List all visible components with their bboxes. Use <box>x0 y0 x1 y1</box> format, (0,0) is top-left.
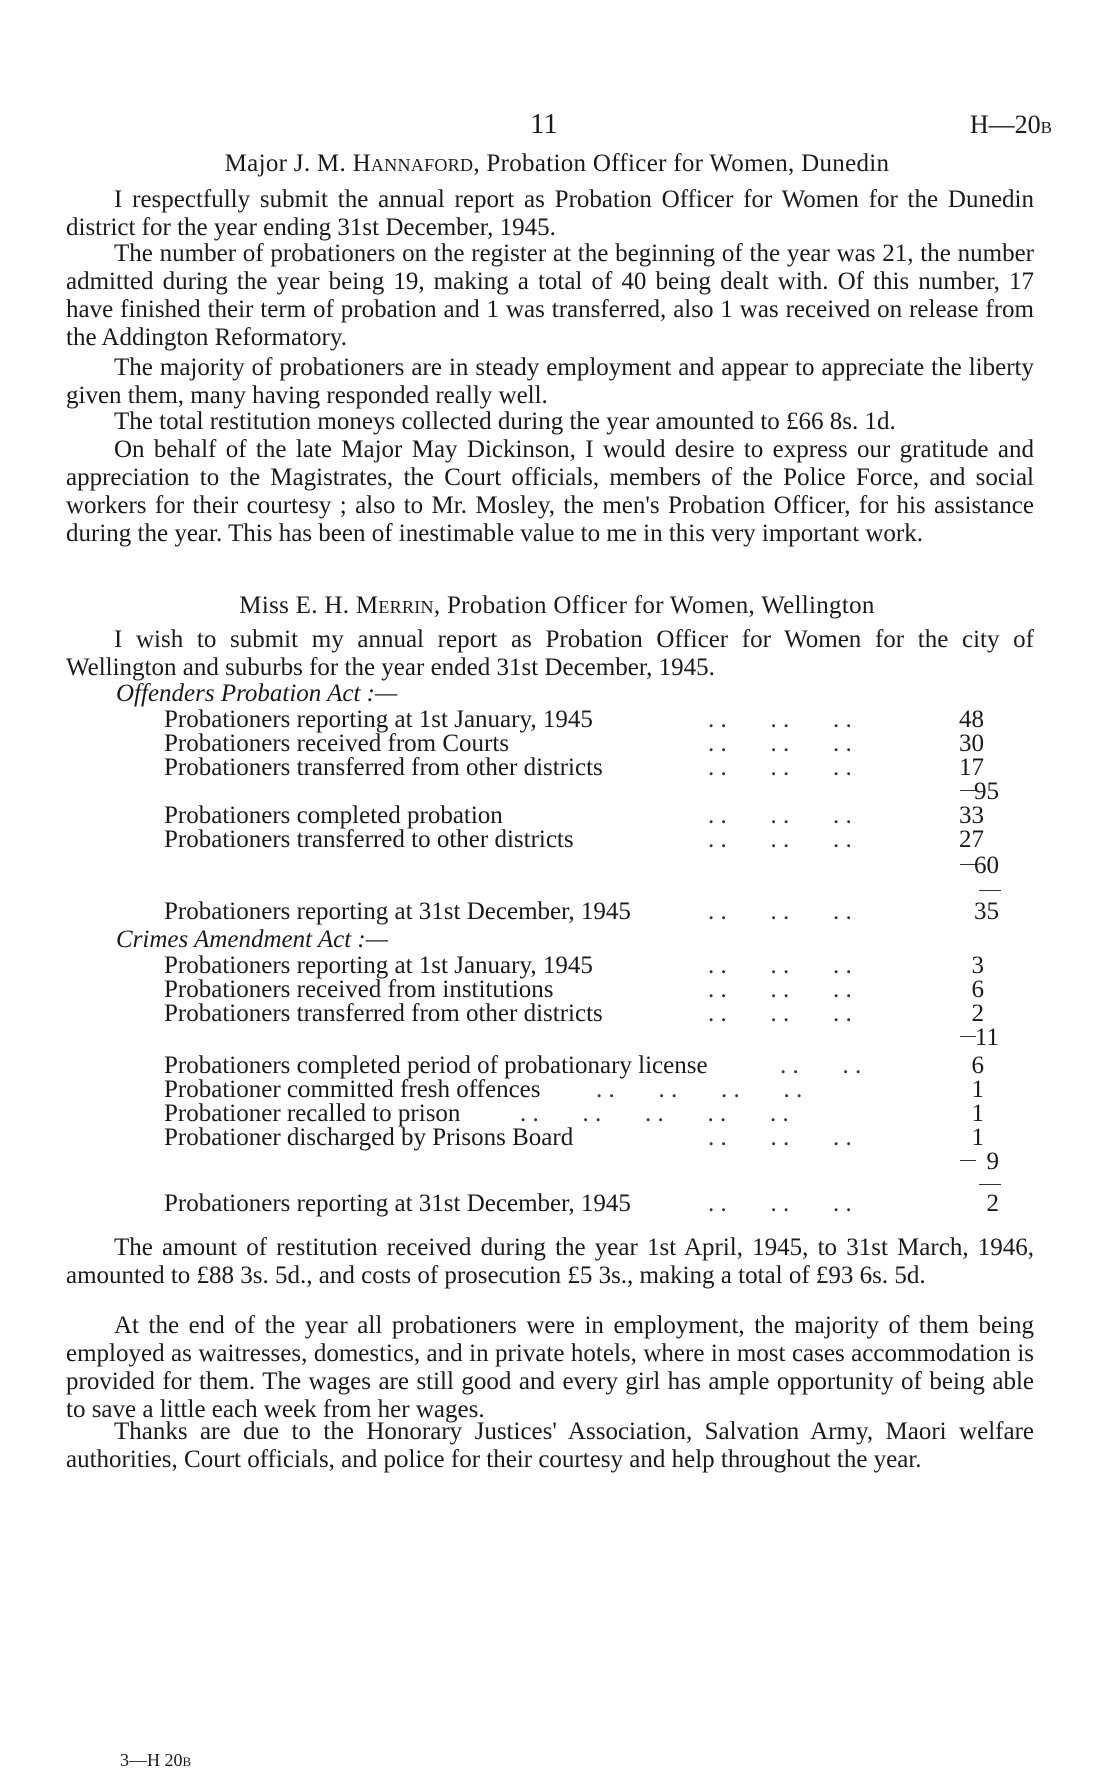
total-rule <box>979 890 1001 891</box>
table-row: Probationers reporting at 1st January, 1945 . . . . . . 3 <box>164 952 984 979</box>
dunedin-section-title: Major J. M. Hannaford, Probation Officer for Women, Dunedin <box>224 150 890 177</box>
total-rule <box>979 1184 1001 1185</box>
footer-code: 3—H 20B <box>120 1750 192 1770</box>
subtotal-row: 9 <box>986 1148 999 1175</box>
table-row: Probationer committed fresh offences . . . . . . . . 1 <box>164 1076 984 1103</box>
wellington-paragraph-2: At the end of the year all probationers were in employment, the majority of them being employed as waitresses, domestics, and in private hotels, where in most cases accommodation is provided for them. The wages are still good and every girl has ample opportunity of being able to save a little each week from her wages. <box>66 1312 1034 1423</box>
wellington-intro: I wish to submit my annual report as Probation Officer for Women for the city of Wellington and suburbs for the year ended 31st December, 1945. <box>66 626 1034 681</box>
table-row: Probationer discharged by Prisons Board . . . . . . 1 <box>164 1124 984 1151</box>
table-row: Probationers completed period of probationary license . . . . 6 <box>164 1052 984 1079</box>
document-code: H—20B <box>969 110 1052 139</box>
crimes-act-heading: Crimes Amendment Act :— <box>116 926 388 953</box>
table-row: Probationers transferred from other districts . . . . . . 17 <box>164 754 984 781</box>
wellington-section-title: Miss E. H. Merrin, Probation Officer for Women, Wellington <box>239 592 875 619</box>
page-number: 11 <box>530 108 558 140</box>
dunedin-paragraph-5: On behalf of the late Major May Dickinson, I would desire to express our gratitude and appreciation to the Magistrates, the Court officials, members of the Police Force, and social workers for their courtesy ; also to Mr. Mosley, the men's Probation Officer, for his assistance during the year. This has been of inestimable value to me in this very important work. <box>66 436 1034 547</box>
total-row: Probationers reporting at 31st December, 1945 . . . . . . 35 <box>164 898 999 925</box>
table-row: Probationers transferred to other districts . . . . . . 27 <box>164 826 984 853</box>
table-row: Probationers transferred from other districts . . . . . . 2 <box>164 1000 984 1027</box>
table-row: Probationer recalled to prison . . . . . . . . . . 1 <box>164 1100 984 1127</box>
subtotal-row: 11 <box>974 1024 999 1051</box>
dunedin-paragraph-2: The number of probationers on the register at the beginning of the year was 21, the number admitted during the year being 19, making a total of 40 being dealt with. Of this number, 17 have finished their term of probation and 1 was transferred, also 1 was received on release from the Addington Reformatory. <box>66 240 1034 351</box>
total-row: Probationers reporting at 31st December, 1945 . . . . . . 2 <box>164 1190 999 1217</box>
subtotal-row: 60 <box>974 852 999 879</box>
dunedin-paragraph-3: The majority of probationers are in steady employment and appear to appreciate the liberty given them, many having responded really well. <box>66 354 1034 409</box>
wellington-paragraph-3: Thanks are due to the Honorary Justices' Association, Salvation Army, Maori welfare authorities, Court officials, and police for their courtesy and help throughout the year. <box>66 1418 1034 1473</box>
table-row: Probationers reporting at 1st January, 1945 . . . . . . 48 <box>164 706 984 733</box>
table-row: Probationers received from Courts . . . . . . 30 <box>164 730 984 757</box>
dunedin-paragraph-1: I respectfully submit the annual report as Probation Officer for Women for the Dunedin district for the year ending 31st December, 1945. <box>66 186 1034 241</box>
table-row: Probationers received from institutions . . . . . . 6 <box>164 976 984 1003</box>
subtotal-row: 95 <box>974 778 999 805</box>
offenders-act-heading: Offenders Probation Act :— <box>116 680 398 707</box>
table-row: Probationers completed probation . . . . . . 33 <box>164 802 984 829</box>
dunedin-paragraph-4: The total restitution moneys collected during the year amounted to £66 8s. 1d. <box>114 408 896 435</box>
wellington-paragraph-1: The amount of restitution received during the year 1st April, 1945, to 31st March, 1946, amounted to £88 3s. 5d., and costs of prosecution £5 3s., making a total of £93 6s. 5d. <box>66 1234 1034 1289</box>
